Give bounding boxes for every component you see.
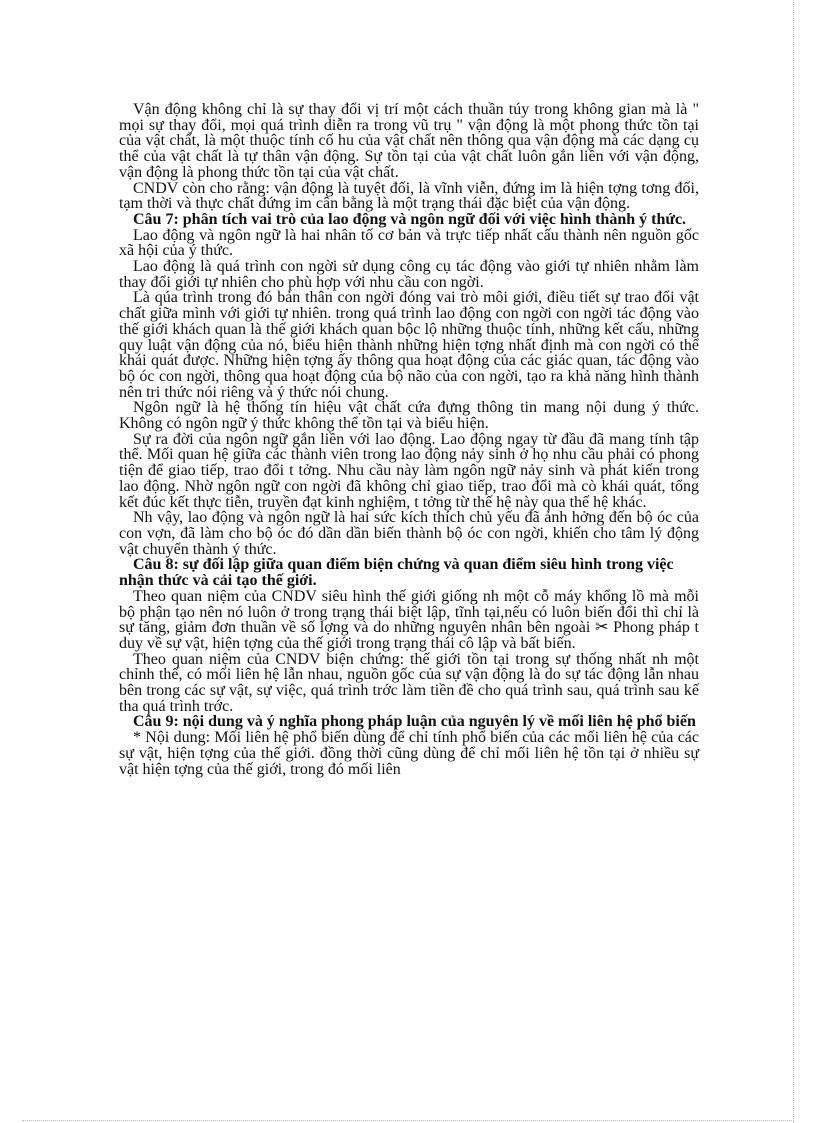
paragraph: Ngôn ngữ là hệ thống tín hiệu vật chất cứa đựng thông tin mang nội dung ý thức. Không có ngôn ngữ ý thức không thể tồn tại và biểu hiện. [119,399,699,433]
paragraph: Sự ra đời của ngôn ngữ gắn liền với lao động. Lao động ngay từ đầu đã mang tính tập thể. Mối quan hệ giữa các thành viên trong lao động nảy sinh ở họ nhu cầu phải có phong tiện để giao tiếp, trao đổi t tởng. Nhu cầu này làm ngôn ngữ nảy sinh và phát kiến trong lao động. Nhờ ngôn ngữ con ngời đã không chỉ giao tiếp, trao đổi mà cò khái quát, tổng kết đúc kết thực tiễn, truyền đạt kinh nghiệm, t tởng từ thế hệ này qua thế hệ khác. [119,430,699,511]
question-heading: Câu 8: sự đối lập giữa quan điểm biện chứng và quan điểm siêu hình trong việc nhận thức và cải tạo thế giới. [119,556,674,590]
paragraph: Là qúa trình trong đó bản thân con ngời đóng vai trò môi giới, điều tiết sự trao đổi vật chất giữa mình với giới tự nhiên. trong quá trình lao động con ngời con ngời tác động vào thế giới khách quan là thế giới khách quan bộc lộ những thuộc tính, những kết cấu, những quy luật vận động của nó, biểu hiện thành những hiện tợng nhất định mà con ngời có thể khái quát được. Những hiện tợng ấy thông qua hoạt động của các giác quan, tác động vào bộ óc con ngời, thông qua hoạt động của bộ não của con ngời, tạo ra khả năng hình thành nên tri thức nói riêng và ý thức nói chung. [119,289,699,401]
document-body [119,102,699,777]
paragraph: Vận động không chỉ là sự thay đổi vị trí một cách thuần túy trong không gian mà là " mọi sự thay đổi, mọi quá trình diễn ra trong vũ trụ " vận động là một phong thức tồn tại của vật chất, là một thuộc tính cố hu của vật chất nên thông qua vận động mà các dạng cụ thể của vật chất là tự thân vận động. Sự tồn tại của vật chất luôn gắn liền với vận động, vận động là phong thức tồn tại của vật chất. [119,101,699,181]
question-heading: Câu 7: phân tích vai trò của lao động và ngôn ngữ đối với việc hình thành ý thức. [133,210,687,228]
paragraph: CNDV còn cho rằng: vận động là tuyệt đối, là vĩnh viễn, đứng im là hiện tợng tơng đối, tạm thời và thực chất đứng im cân bằng là một trạng thái đặc biệt của vận động. [119,179,699,213]
paragraph: Theo quan niệm của CNDV biện chứng: thế giới tồn tại trong sự thống nhất nh một chỉnh thể, có mối liên hệ lẫn nhau, nguồn gốc của sự vận động là do sự tác động lẫn nhau bên trong các sự vật, sự việc, quá trình trớc làm tiền đề cho quá trình sau, quá trình sau kế tha quá trình trớc. [119,650,699,715]
paragraph: Nh vậy, lao động và ngôn ngữ là hai sức kích thích chủ yếu đã ảnh hởng đến bộ óc của con vợn, đã làm cho bộ óc đó dần dần biến thành bộ óc con ngời, khiến cho tâm lý động vật chuyển thành ý thức. [119,509,699,558]
paragraph: Lao động và ngôn ngữ là hai nhân tố cơ bản và trực tiếp nhất cấu thành nên nguồn gốc xã hội của ý thức. [119,226,699,260]
paragraph: Theo quan niệm của CNDV siêu hình thế giới giống nh một cỗ máy khổng lồ mà mỗi bộ phận tạo nên nó luôn ở trong trạng thái biệt lập, tĩnh tại,nếu có luôn biến đổi thì chỉ là sự tăng, giảm đơn thuần về số lợng và do những nguyên nhân bên ngoài ✂ Phong pháp t duy về sự vật, hiện tợng của thế giới trong trạng thái cô lập và bất biến. [119,587,699,652]
paragraph: Lao động là quá trình con ngời sử dụng công cụ tác động vào giới tự nhiên nhằm làm thay đổi giới tự nhiên cho phù hợp với nhu cầu con ngời. [119,258,699,291]
paragraph: * Nội dung: Mối liên hệ phổ biến dùng để chỉ tính phổ biến của các mối liên hệ của các sự vật, hiện tợng của thế giới. đồng thời cũng dùng để chỉ mối liên hệ tồn tại ở nhiều sự vật hiện tợng của thế giới, trong đó mối liên [119,729,699,778]
page-border-bottom [22,1120,794,1121]
question-heading: Câu 9: nội dung và ý nghĩa phong pháp luận của nguyên lý về mối liên hệ phổ biến [133,713,696,731]
page-border-right [793,0,794,1123]
